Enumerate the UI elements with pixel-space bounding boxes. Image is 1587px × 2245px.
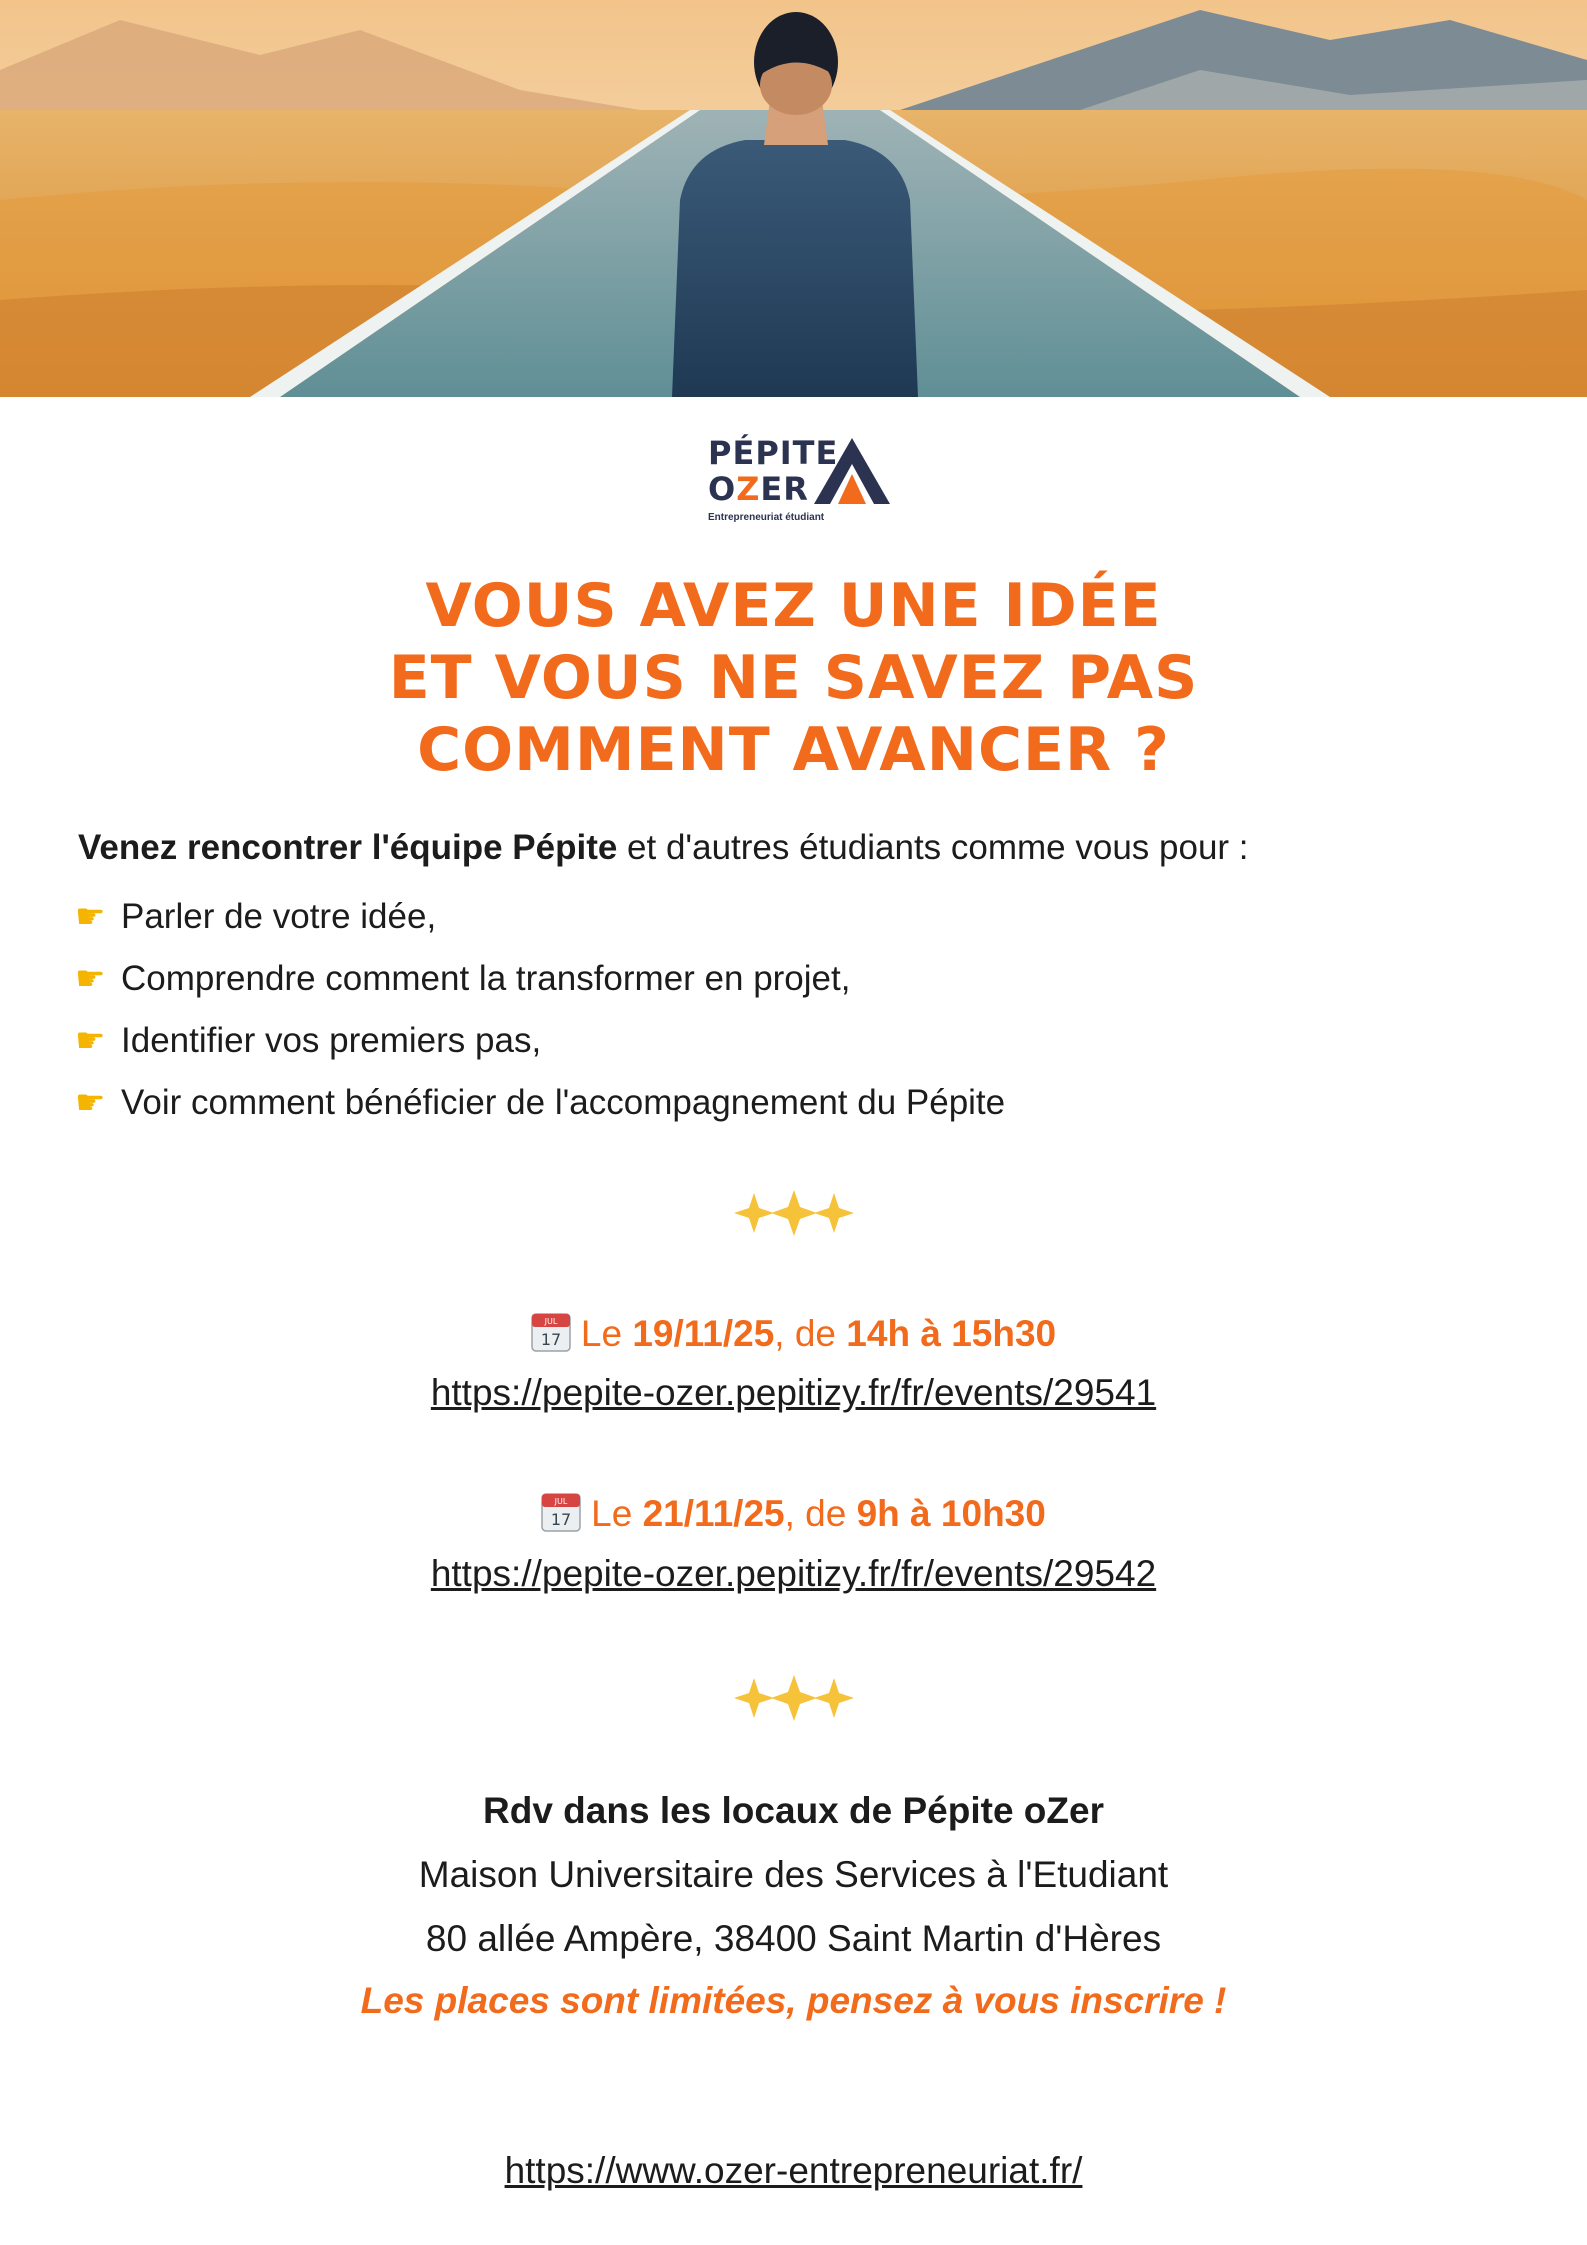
list-item bbox=[75, 886, 1475, 948]
list-item bbox=[75, 948, 1475, 1010]
event-link-1[interactable]: https://pepite-ozer.pepitizy.fr/fr/events/29541 bbox=[430, 1372, 1157, 1413]
list-item-text: Comprendre comment la transformer en projet, bbox=[121, 959, 851, 998]
calendar-icon bbox=[541, 1490, 581, 1532]
event-sep: , de bbox=[774, 1313, 847, 1354]
headline-line-1: VOUS AVEZ UNE IDÉE bbox=[425, 571, 1162, 641]
event-time: 9h à 10h30 bbox=[856, 1493, 1046, 1534]
logo-tagline: Entrepreneuriat étudiant bbox=[708, 512, 825, 523]
list-item-text: Voir comment bénéficier de l'accompagnement du Pépite bbox=[121, 1083, 1006, 1122]
venue-line-1: Maison Universitaire des Services à l'Etudiant bbox=[418, 1854, 1169, 1895]
logo-letters-er: ER bbox=[760, 470, 809, 508]
event-le: Le bbox=[580, 1313, 633, 1354]
intro-bold: Venez rencontrer l'équipe Pépite bbox=[78, 828, 618, 867]
intro-text bbox=[78, 826, 1538, 870]
event-sep: , de bbox=[784, 1493, 857, 1534]
logo-letter-z: Z bbox=[736, 470, 761, 508]
pepite-ozer-logo bbox=[700, 432, 900, 532]
logo-letter-o: O bbox=[708, 470, 737, 508]
website-link[interactable]: https://www.ozer-entrepreneuriat.fr/ bbox=[504, 2150, 1083, 2191]
event-date-2 bbox=[0, 1490, 1587, 1535]
event-date: 21/11/25 bbox=[642, 1493, 785, 1534]
headline bbox=[0, 570, 1587, 786]
pointing-hand-icon: ☛ bbox=[75, 959, 106, 999]
logo-line-ozer bbox=[708, 470, 809, 508]
sparkles-icon bbox=[0, 1188, 1587, 1243]
headline-line-2: ET VOUS NE SAVEZ PAS bbox=[388, 643, 1199, 713]
pointing-hand-icon: ☛ bbox=[75, 1021, 106, 1061]
sparkles-icon bbox=[0, 1673, 1587, 1728]
event-date-1 bbox=[0, 1310, 1587, 1355]
list-item-text: Parler de votre idée, bbox=[121, 897, 437, 936]
event-time: 14h à 15h30 bbox=[846, 1313, 1057, 1354]
event-le: Le bbox=[591, 1493, 643, 1534]
logo-mountain-icon bbox=[812, 432, 892, 512]
svg-text:17: 17 bbox=[540, 1330, 562, 1349]
event-date: 19/11/25 bbox=[632, 1313, 775, 1354]
bullet-list bbox=[75, 886, 1475, 1134]
list-item bbox=[75, 1010, 1475, 1072]
list-item bbox=[75, 1072, 1475, 1134]
logo-line-pepite: PÉPITE bbox=[708, 434, 839, 472]
pointing-hand-icon: ☛ bbox=[75, 1083, 106, 1123]
headline-line-3: COMMENT AVANCER ? bbox=[417, 715, 1170, 785]
registration-note: Les places sont limitées, pensez à vous inscrire ! bbox=[360, 1980, 1227, 2021]
hero-image bbox=[0, 0, 1587, 397]
intro-rest: et d'autres étudiants comme vous pour : bbox=[617, 828, 1249, 867]
svg-text:17: 17 bbox=[550, 1510, 572, 1529]
list-item-text: Identifier vos premiers pas, bbox=[121, 1021, 542, 1060]
svg-text:JUL: JUL bbox=[544, 1317, 558, 1326]
venue-line-2: 80 allée Ampère, 38400 Saint Martin d'Hères bbox=[425, 1918, 1162, 1959]
pointing-hand-icon: ☛ bbox=[75, 897, 106, 937]
svg-text:JUL: JUL bbox=[554, 1497, 568, 1506]
event-link-2[interactable]: https://pepite-ozer.pepitizy.fr/fr/events/29542 bbox=[430, 1553, 1157, 1594]
venue-title: Rdv dans les locaux de Pépite oZer bbox=[483, 1790, 1104, 1831]
calendar-icon bbox=[531, 1310, 571, 1352]
